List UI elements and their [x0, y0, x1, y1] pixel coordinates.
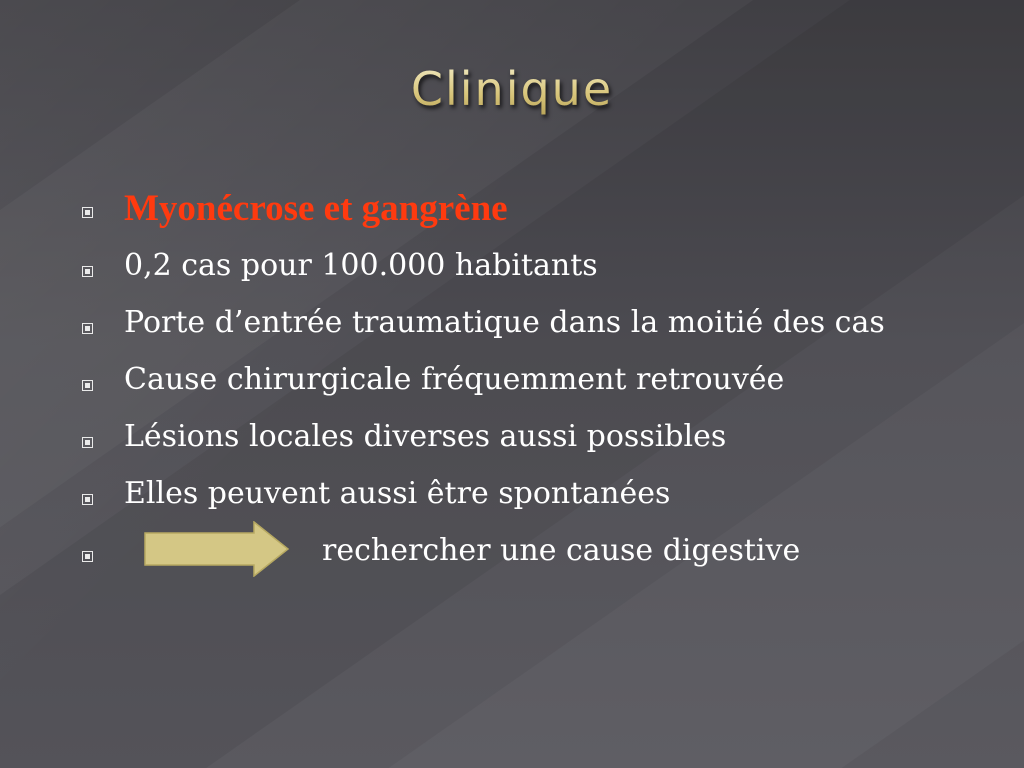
bullet-text: Lésions locales diverses aussi possibles [124, 419, 727, 454]
bullet-item-incidence [80, 243, 960, 288]
bullet-item-porte-entree [80, 300, 960, 345]
bullet-list [80, 186, 960, 573]
bullet-item-cause-chirurgicale [80, 357, 960, 402]
square-bullet-icon [82, 323, 93, 334]
slide-title: Clinique [0, 62, 1024, 116]
bullet-item-lesions-locales [80, 414, 960, 459]
bullet-text: Cause chirurgicale fréquemment retrouvée [124, 362, 785, 397]
right-arrow-icon [144, 521, 290, 577]
bullet-item-cause-digestive [80, 528, 960, 573]
square-bullet-icon [82, 494, 93, 505]
bullet-text: 0,2 cas pour 100.000 habitants [124, 248, 598, 283]
bullet-text: Myonécrose et gangrène [124, 188, 508, 229]
square-bullet-icon [82, 380, 93, 391]
square-bullet-icon [82, 437, 93, 448]
square-bullet-icon [82, 551, 93, 562]
square-bullet-icon [82, 266, 93, 277]
bullet-item-spontanees [80, 471, 960, 516]
bullet-item-myonecrose [80, 186, 960, 231]
bullet-text: Elles peuvent aussi être spontanées [124, 476, 671, 511]
square-bullet-icon [82, 207, 93, 218]
bullet-text: Porte d’entrée traumatique dans la moitié des cas [124, 305, 885, 340]
bullet-text: rechercher une cause digestive [322, 533, 801, 568]
